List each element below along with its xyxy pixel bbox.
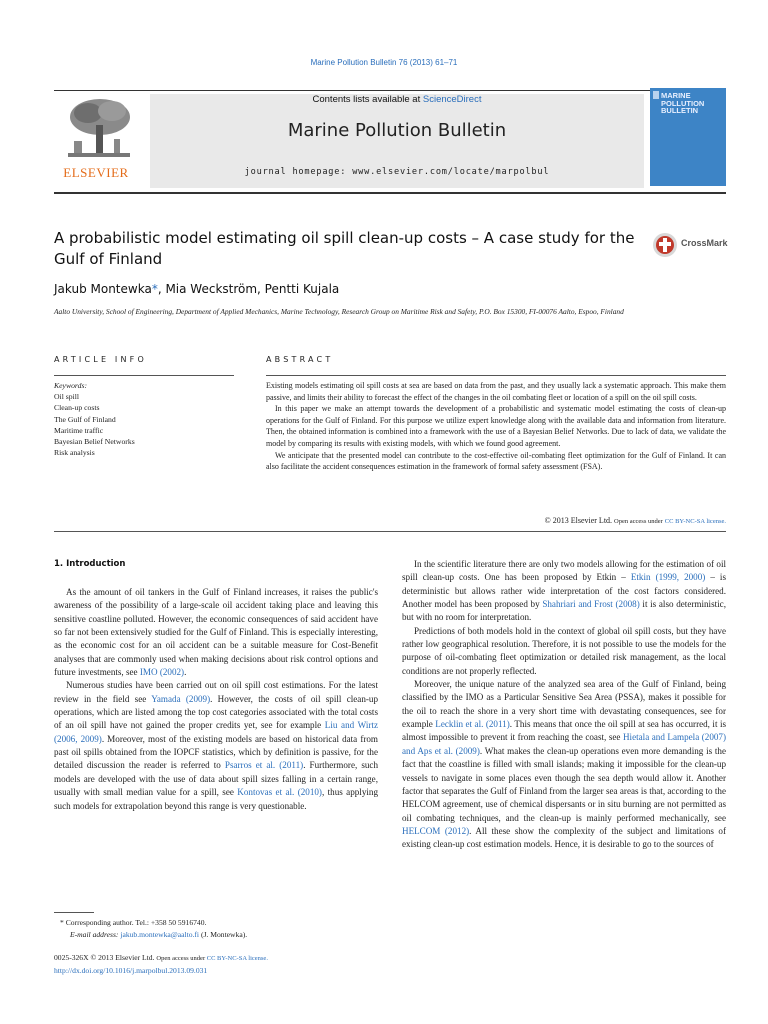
cover-logo-icon (653, 91, 659, 99)
author-affiliation: Aalto University, School of Engineering, Department of Applied Mechanics, Marine Technology, Research Group on Maritime Risk and Safety, P.O. Box 15300, FI-00076 Aalto, Espoo, Finland (54, 307, 624, 316)
text-run: Numerous studies have been carried out on oil spill cost estimations. For the latest review in the field see (54, 680, 378, 704)
reference-link[interactable]: Kontovas et al. (2010) (237, 787, 322, 798)
body-paragraph (54, 586, 378, 679)
issn-copyright: © 2013 Elsevier Ltd. (88, 953, 157, 962)
abstract-text (266, 380, 726, 473)
keyword-item: Oil spill (54, 392, 79, 402)
license-link[interactable]: CC BY-NC-SA license. (664, 518, 726, 525)
abstract-paragraph: We anticipate that the presented model can contribute to the cost-effective oil-combating fleet optimization for the Gulf of Finland. It can also facilitate the accident consequences estimation in the framework of formal safety assessment (FSA). (266, 450, 726, 472)
keyword-item: Clean-up costs (54, 403, 100, 413)
keywords-block (54, 380, 234, 458)
copyright-text: © 2013 Elsevier Ltd. (544, 516, 613, 525)
abstract-paragraph: Existing models estimating oil spill costs at sea are based on data from the past, and they usually lack a systematic approach. This make them passive, and limits their ability to forecast the effect of the changes in the oil combating fleet or location of a spill on the oil spill costs. (266, 381, 726, 402)
abstract-heading: ABSTRACT (266, 355, 334, 364)
homepage-prefix: journal homepage: (244, 167, 353, 177)
text-run: As the amount of oil tankers in the Gulf of Finland increases, it raises the public's awareness of the possibility of a large-scale oil accident taking place and leaving this sensitive coastline polluted. However, the economic consequences of said accident have so far not been extensively studied for the Gulf of Finland. This is especially interesting, as the economic cost for an oil accident can be a suitable measure for Cost-Benefit analyses that are commonly used when making decisions about risk control options and future investments, see (54, 587, 378, 678)
reference-link[interactable]: Liu and Wirtz (2006, 2009) (54, 720, 378, 744)
left-column (54, 586, 378, 813)
reference-link[interactable]: HELCOM (2012) (402, 825, 470, 836)
email-link[interactable]: jakub.montewka@aalto.fi (120, 929, 200, 939)
reference-link[interactable]: Lecklin et al. (2011) (435, 719, 510, 730)
email-label: E-mail address: (70, 929, 121, 939)
crossmark-label[interactable]: CrossMark (681, 238, 728, 248)
body-paragraph (54, 679, 378, 812)
open-access-text: Open access under (614, 518, 663, 525)
keyword-item: Maritime traffic (54, 425, 104, 435)
text-run: . All these show the complexity of the subject and limitations of existing clean-up cost estimation models. Hence, it is desirable to go to the sources of (402, 825, 726, 850)
body-paragraph: Predictions of both models hold in the context of global oil spill costs, but they have rather low geographical resolution. Therefore, it is not possible to use the models for the purpose of oil-combating fleet optimization or detailed risk management, as the local conditions are not properly reflected. (402, 625, 726, 676)
abstract-rule (266, 375, 726, 376)
abstract-copyright (266, 516, 726, 525)
right-column (402, 558, 726, 852)
abstract-paragraph: In this paper we make an attempt towards the development of a probabilistic and systematic model estimating the costs of clean-up operations for the Gulf of Finland. For this purpose we utilize expert knowledge along with the available data and information from literature. Then, the obtained information is combined into a framework with the use of a Bayesian Belief Networks. Due to lack of data, we validate the model by comparing its results with existing models, with which we found good agreement. (266, 404, 726, 448)
elsevier-wordmark: ELSEVIER (63, 165, 129, 180)
homepage-link[interactable]: www.elsevier.com/locate/marpolbul (352, 167, 550, 177)
text-run: . Moreover, most of the existing models are based on historical data from past oil spills obtained from the IOPCF statistics, which by definition is passive, for the detailed discussion the reader is referred to (54, 733, 378, 771)
email-line (54, 929, 384, 941)
contents-prefix: Contents lists available at (312, 94, 423, 105)
journal-title: Marine Pollution Bulletin (287, 120, 507, 141)
text-run: In the scientific literature there are only two models allowing for the estimation of oil spill clean-up costs. One has been proposed by Etkin – (402, 559, 726, 583)
cover-title: MARINE POLLUTION BULLETIN (661, 91, 705, 115)
issn-block (54, 952, 384, 976)
article-info-rule (54, 375, 234, 376)
text-run: . This means that once the oil spill at sea has occurred, it is almost impossible to prevent it from reaching the coast, see (402, 719, 727, 743)
section-heading-introduction: 1. Introduction (54, 559, 126, 569)
issn: 0025-326X (54, 953, 89, 962)
text-run: . What makes the clean-up operations even more demanding is the fact that the coastline is filled with small islands; making it impossible for the clean-up vessels to navigate in some places even though the sea depth would allow it. Another factor that separates the Gulf of Finland from the larger sea areas is that, according to the HELCOM agreement, use of chemical dispersants or in situ burning are not permitted as oil combating techniques, and the clean-up is mainly performed mechanically, see (402, 745, 726, 823)
reference-link[interactable]: Yamada (2009) (151, 693, 211, 704)
paper-title: A probabilistic model estimating oil spill clean-up costs – A case study for the Gulf of Finland (54, 229, 635, 268)
open-access-text: Open access under (156, 955, 207, 962)
email-suffix: (J. Montewka). (199, 929, 248, 939)
keyword-item: The Gulf of Finland (54, 414, 116, 424)
text-run: Moreover, the unique nature of the analyzed sea area of the Gulf of Finland, being classified by the IMO as a Particular Sensitive Sea Area (PSSA), makes it possible for the oil to reach the shore in a very short time with devastating consequences, see for example (402, 679, 726, 730)
issn-line (54, 952, 384, 965)
keyword-item: Bayesian Belief Networks (54, 437, 135, 447)
reference-link[interactable]: IMO (2002) (139, 667, 185, 678)
text-run: . Furthermore, such models are developed with the use of data about spill sizes falling in a certain range, usually with small median value for a spill, see (54, 760, 378, 798)
body-paragraph (402, 558, 726, 625)
body-paragraph (402, 678, 726, 851)
other-authors: , Mia Weckström, Pentti Kujala (157, 282, 340, 296)
text-run: . However, the costs of oil spill clean-up operations, which are listed among the top cost categories associated with the total costs of an oil spill have not gained the proper credits yet, see for example (54, 693, 378, 731)
reference-link[interactable]: Etkin (1999, 2000) (630, 572, 706, 583)
reference-link[interactable]: Shahriari and Frost (2008) (542, 599, 640, 610)
text-run: it is also deterministic, but with no room for interpretation. (402, 599, 726, 623)
header-bottom-rule (54, 192, 726, 194)
journal-homepage (150, 167, 644, 177)
abstract-bottom-rule (54, 531, 726, 532)
footnote-rule (54, 912, 94, 913)
tree-logo-icon (54, 95, 138, 165)
author-list (54, 282, 339, 296)
author-montewka[interactable]: Jakub Montewka (54, 282, 152, 296)
corresponding-author-mark[interactable]: * (151, 282, 158, 296)
reference-link[interactable]: Hietala and Lampela (2007) and Aps et al. (2009) (402, 732, 727, 756)
article-info-heading: ARTICLE INFO (54, 355, 147, 364)
contents-available-line (150, 94, 644, 105)
keywords-label: Keywords: (54, 381, 88, 390)
doi-link[interactable]: http://dx.doi.org/10.1016/j.marpolbul.2013.09.031 (54, 965, 208, 975)
crossmark-icon (652, 232, 678, 258)
header-top-rule (54, 90, 726, 91)
text-run: , thus applying such models for extrapolation beyond this range is very questionable. (54, 787, 379, 811)
journal-citation[interactable]: Marine Pollution Bulletin 76 (2013) 61–71 (310, 58, 458, 67)
corresponding-author-note: * Corresponding author. Tel.: +358 50 5916740. (60, 918, 207, 927)
license-link[interactable]: CC BY-NC-SA license. (206, 955, 268, 962)
keyword-item: Risk analysis (54, 448, 95, 458)
sciencedirect-link[interactable]: ScienceDirect (422, 94, 482, 105)
footnote (54, 917, 384, 940)
reference-link[interactable]: Psarros et al. (2011) (224, 760, 304, 771)
text-run: – is deterministic but allows rather wide interpretation of the cost factors considered. Another model has been proposed by (402, 572, 726, 610)
text-run: . (184, 667, 187, 678)
